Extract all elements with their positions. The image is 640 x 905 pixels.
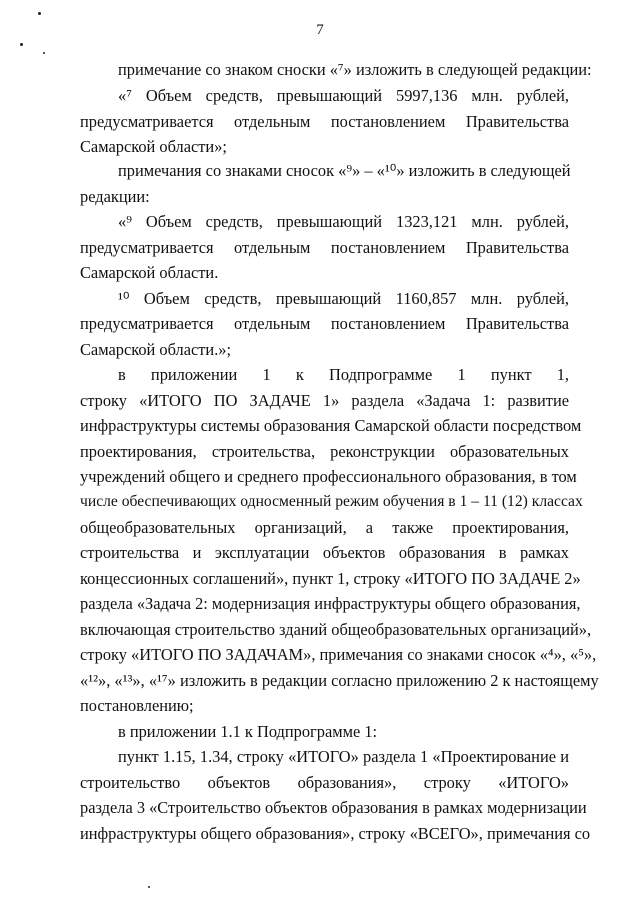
scan-dot bbox=[38, 12, 41, 15]
text-line: редакции: bbox=[80, 187, 150, 206]
text-line: пункт 1.15, 1.34, строку «ИТОГО» раздела 1 «Проектирование и bbox=[118, 747, 569, 766]
text-line: примечания со знаками сносок «⁹» – «¹⁰» изложить в следующей bbox=[118, 161, 571, 180]
text-line: предусматривается отдельным постановлением Правительства bbox=[80, 238, 569, 257]
scan-dot bbox=[148, 886, 150, 888]
text-line: строительство объектов образования», строку «ИТОГО» bbox=[80, 773, 569, 792]
text-line: строку «ИТОГО ПО ЗАДАЧЕ 1» раздела «Задача 1: развитие bbox=[80, 391, 569, 410]
text-line: проектирования, строительства, реконструкции образовательных bbox=[80, 442, 569, 461]
text-line: примечание со знаком сноски «⁷» изложить в следующей редакции: bbox=[118, 60, 592, 79]
text-line: «⁹ Объем средств, превышающий 1323,121 млн. рублей, bbox=[118, 212, 569, 231]
text-line: концессионных соглашений», пункт 1, строку «ИТОГО ПО ЗАДАЧЕ 2» bbox=[80, 569, 581, 588]
text-line: Самарской области.»; bbox=[80, 340, 232, 359]
text-line: включающая строительство зданий общеобразовательных организаций», bbox=[80, 620, 592, 639]
scan-dot bbox=[20, 43, 23, 46]
text-line: Самарской области. bbox=[80, 263, 219, 282]
text-line: Самарской области»; bbox=[80, 137, 227, 156]
text-line: предусматривается отдельным постановлением Правительства bbox=[80, 112, 569, 131]
scan-dot bbox=[43, 52, 45, 54]
text-line: инфраструктуры общего образования», строку «ВСЕГО», примечания со bbox=[80, 824, 591, 843]
text-line: ¹⁰ Объем средств, превышающий 1160,857 млн. рублей, bbox=[118, 289, 569, 308]
text-line: числе обеспечивающих односменный режим обучения в 1 – 11 (12) классах bbox=[80, 493, 583, 510]
text-line: общеобразовательных организаций, а также проектирования, bbox=[80, 518, 569, 537]
text-line: «⁷ Объем средств, превышающий 5997,136 млн. рублей, bbox=[118, 86, 569, 105]
text-line: «¹²», «¹³», «¹⁷» изложить в редакции согласно приложению 2 к настоящему bbox=[80, 671, 599, 690]
page-number: 7 bbox=[316, 22, 324, 38]
text-line: учреждений общего и среднего профессионального образования, в том bbox=[80, 467, 577, 486]
text-line: постановлению; bbox=[80, 696, 194, 715]
text-line: в приложении 1.1 к Подпрограмме 1: bbox=[118, 722, 378, 741]
text-line: раздела 3 «Строительство объектов образования в рамках модернизации bbox=[80, 798, 587, 817]
text-line: предусматривается отдельным постановлением Правительства bbox=[80, 314, 569, 333]
text-line: раздела «Задача 2: модернизация инфраструктуры общего образования, bbox=[80, 594, 581, 613]
text-line: в приложении 1 к Подпрограмме 1 пункт 1, bbox=[118, 365, 569, 384]
text-line: инфраструктуры системы образования Самарской области посредством bbox=[80, 416, 582, 435]
text-line: строительства и эксплуатации объектов образования в рамках bbox=[80, 543, 569, 562]
text-line: строку «ИТОГО ПО ЗАДАЧАМ», примечания со знаками сносок «⁴», «⁵», bbox=[80, 645, 597, 664]
